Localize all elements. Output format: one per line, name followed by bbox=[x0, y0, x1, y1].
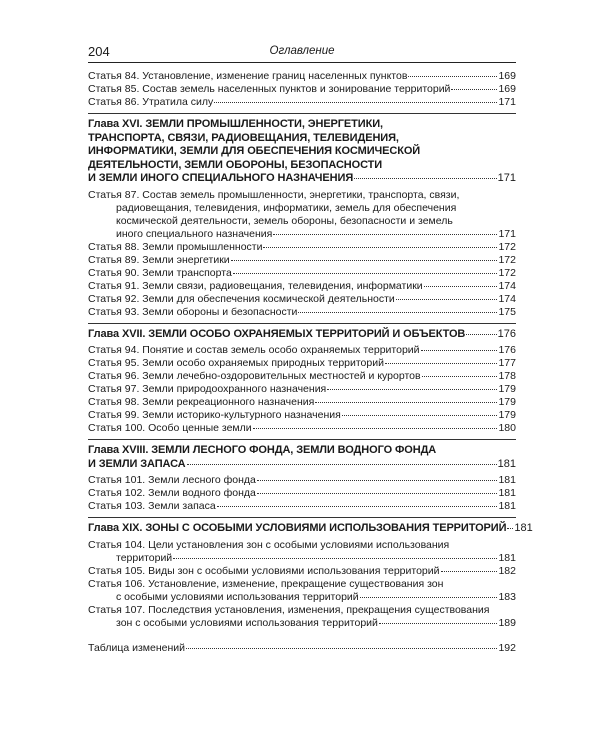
toc-article-entry[interactable] bbox=[88, 344, 516, 357]
toc-page-number: 183 bbox=[498, 590, 516, 603]
toc-article-entry[interactable] bbox=[88, 474, 516, 487]
dot-leader bbox=[327, 389, 497, 390]
toc-page-number: 172 bbox=[498, 266, 516, 279]
toc-entry-text: Глава XVII. ЗЕМЛИ ОСОБО ОХРАНЯЕМЫХ ТЕРРИТОРИЙ И ОБЪЕКТОВ bbox=[88, 327, 466, 340]
toc-entry-text: Статья 99. Земли историко-культурного назначения bbox=[88, 409, 341, 421]
toc-page-number: 172 bbox=[498, 240, 516, 253]
toc-article-entry[interactable] bbox=[88, 642, 516, 655]
dot-leader bbox=[451, 89, 497, 90]
dot-leader bbox=[315, 402, 497, 403]
toc-page-number: 180 bbox=[498, 422, 516, 434]
dot-leader bbox=[507, 528, 513, 529]
toc-page-number: 181 bbox=[497, 457, 516, 470]
toc-article-entry[interactable] bbox=[88, 70, 516, 83]
toc-article-entry[interactable] bbox=[88, 96, 516, 109]
dot-leader bbox=[298, 312, 497, 313]
toc-entry-text: Статья 91. Земли связи, радиовещания, телевидения, информатики bbox=[88, 279, 423, 292]
toc-page-number: 174 bbox=[498, 292, 516, 305]
dot-leader bbox=[214, 102, 497, 103]
toc-page-number: 181 bbox=[514, 522, 533, 534]
dot-leader bbox=[233, 273, 498, 274]
toc-page-number: 181 bbox=[498, 487, 516, 499]
dot-leader bbox=[186, 648, 497, 649]
toc-entry-text: Таблица изменений bbox=[88, 641, 185, 654]
dot-leader bbox=[422, 376, 498, 377]
toc-article-entry[interactable] bbox=[88, 241, 516, 254]
toc-entry-text: Статья 90. Земли транспорта bbox=[88, 266, 232, 279]
toc-article-entry[interactable] bbox=[88, 383, 516, 396]
toc-article-entry[interactable] bbox=[88, 83, 516, 96]
toc-page-number: 176 bbox=[498, 344, 516, 356]
toc-article-entry[interactable] bbox=[88, 189, 516, 241]
toc-article-entry[interactable] bbox=[88, 578, 516, 604]
toc-entry-text: ИНФОРМАТИКИ, ЗЕМЛИ ДЛЯ ОБЕСПЕЧЕНИЯ КОСМИЧЕСКОЙ bbox=[88, 145, 421, 157]
toc-entry-text: Статья 106. Установление, изменение, прекращение существования зон bbox=[88, 577, 444, 590]
toc-entry-text: Статья 100. Особо ценные земли bbox=[88, 422, 252, 434]
toc-entry-text: Статья 96. Земли лечебно-оздоровительных местностей и курортов bbox=[88, 370, 421, 382]
page-header bbox=[88, 42, 516, 63]
toc-entry-text: Глава XVI. ЗЕМЛИ ПРОМЫШЛЕННОСТИ, ЭНЕРГЕТИКИ, bbox=[88, 118, 383, 130]
toc-entry-text: Статья 86. Утратила силу bbox=[88, 96, 214, 108]
toc-entry-text: И ЗЕМЛИ ИНОГО СПЕЦИАЛЬНОГО НАЗНАЧЕНИЯ bbox=[88, 172, 354, 184]
table-of-contents bbox=[88, 70, 533, 655]
toc-page-number: 179 bbox=[498, 383, 516, 395]
toc-entry-text: Статья 93. Земли обороны и безопасности bbox=[88, 305, 298, 318]
toc-page-number: 179 bbox=[498, 409, 516, 421]
toc-page-number: 174 bbox=[498, 279, 516, 292]
toc-article-entry[interactable] bbox=[88, 357, 516, 370]
toc-page-number: 182 bbox=[498, 564, 516, 577]
toc-entry-text: Статья 104. Цели установления зон с особыми условиями использования bbox=[88, 538, 450, 551]
toc-entry-text: Статья 105. Виды зон с особыми условиями использования территорий bbox=[88, 564, 440, 577]
toc-article-entry[interactable] bbox=[88, 604, 516, 630]
toc-article-entry[interactable] bbox=[88, 539, 516, 565]
dot-leader bbox=[360, 597, 498, 598]
toc-page-number: 177 bbox=[498, 357, 516, 369]
toc-entry-text: Глава XVIII. ЗЕМЛИ ЛЕСНОГО ФОНДА, ЗЕМЛИ ВОДНОГО ФОНДА bbox=[88, 444, 437, 456]
toc-entry-text: с особыми условиями использования территорий bbox=[116, 590, 359, 603]
dot-leader bbox=[263, 247, 497, 248]
dot-leader bbox=[354, 178, 497, 179]
running-title: Оглавление bbox=[269, 45, 335, 57]
toc-page-number: 171 bbox=[498, 227, 516, 240]
toc-article-entry[interactable] bbox=[88, 280, 516, 293]
dot-leader bbox=[257, 480, 498, 481]
toc-chapter-entry[interactable] bbox=[88, 328, 516, 342]
dot-leader bbox=[385, 363, 498, 364]
toc-article-entry[interactable] bbox=[88, 306, 516, 319]
toc-page-number: 179 bbox=[498, 396, 516, 408]
toc-entry-text: Статья 102. Земли водного фонда bbox=[88, 487, 256, 499]
toc-entry-text: радиовещания, телевидения, информатики, земель для обеспечения bbox=[116, 201, 457, 214]
page-number: 204 bbox=[88, 44, 110, 59]
toc-entry-text: Статья 107. Последствия установления, изменения, прекращения существования bbox=[88, 603, 490, 616]
dot-leader bbox=[421, 350, 498, 351]
toc-page-number: 181 bbox=[498, 551, 516, 564]
dot-leader bbox=[342, 415, 498, 416]
toc-entry-text: ТРАНСПОРТА, СВЯЗИ, РАДИОВЕЩАНИЯ, ТЕЛЕВИДЕНИЯ, bbox=[88, 131, 399, 144]
toc-article-entry[interactable] bbox=[88, 267, 516, 280]
toc-page-number: 178 bbox=[498, 370, 516, 382]
dot-leader bbox=[424, 286, 498, 287]
dot-leader bbox=[441, 571, 498, 572]
toc-chapter-entry[interactable] bbox=[88, 444, 516, 471]
toc-page-number: 169 bbox=[498, 83, 516, 95]
toc-article-entry[interactable] bbox=[88, 254, 516, 267]
toc-entry-text: Статья 94. Понятие и состав земель особо охраняемых территорий bbox=[88, 344, 420, 356]
toc-entry-text: Статья 98. Земли рекреационного назначения bbox=[88, 396, 315, 408]
toc-page-number: 181 bbox=[498, 500, 516, 512]
dot-leader bbox=[257, 493, 498, 494]
toc-article-entry[interactable] bbox=[88, 396, 516, 409]
toc-article-entry[interactable] bbox=[88, 370, 516, 383]
toc-entry-text: космической деятельности, земель обороны, безопасности и земель bbox=[116, 214, 453, 227]
toc-entry-text: И ЗЕМЛИ ЗАПАСА bbox=[88, 457, 186, 470]
toc-entry-text: Статья 87. Состав земель промышленности, энергетики, транспорта, связи, bbox=[88, 188, 460, 201]
toc-page-number: 175 bbox=[498, 305, 516, 318]
dot-leader bbox=[187, 464, 497, 465]
toc-entry-text: ДЕЯТЕЛЬНОСТИ, ЗЕМЛИ ОБОРОНЫ, БЕЗОПАСНОСТИ bbox=[88, 158, 383, 171]
toc-entry-text: Статья 84. Установление, изменение границ населенных пунктов bbox=[88, 70, 408, 82]
toc-page-number: 169 bbox=[498, 70, 516, 82]
dot-leader bbox=[253, 428, 498, 429]
toc-page-number: 181 bbox=[498, 474, 516, 486]
dot-leader bbox=[273, 234, 497, 235]
toc-article-entry[interactable] bbox=[88, 409, 516, 422]
toc-page-number: 192 bbox=[498, 641, 516, 654]
toc-page-number: 176 bbox=[497, 327, 516, 340]
dot-leader bbox=[466, 334, 496, 335]
toc-chapter-entry[interactable] bbox=[88, 522, 533, 536]
dot-leader bbox=[408, 76, 497, 77]
dot-leader bbox=[379, 623, 498, 624]
toc-entry-text: Статья 88. Земли промышленности bbox=[88, 240, 263, 253]
dot-leader bbox=[231, 260, 498, 261]
dot-leader bbox=[173, 558, 497, 559]
toc-entry-text: Статья 101. Земли лесного фонда bbox=[88, 474, 256, 486]
toc-entry-text: Статья 103. Земли запаса bbox=[88, 500, 216, 512]
toc-entry-text: Глава XIX. ЗОНЫ С ОСОБЫМИ УСЛОВИЯМИ ИСПОЛЬЗОВАНИЯ ТЕРРИТОРИЙ bbox=[88, 522, 507, 534]
toc-article-entry[interactable] bbox=[88, 565, 516, 578]
toc-entry-text: территорий bbox=[116, 551, 173, 564]
toc-page-number: 189 bbox=[498, 616, 516, 629]
toc-page-number: 171 bbox=[497, 172, 516, 184]
toc-chapter-entry[interactable] bbox=[88, 118, 516, 186]
toc-article-entry[interactable] bbox=[88, 487, 516, 500]
toc-entry-text: иного специального назначения bbox=[116, 227, 273, 240]
toc-article-entry[interactable] bbox=[88, 293, 516, 306]
toc-entry-text: Статья 92. Земли для обеспечения космической деятельности bbox=[88, 292, 395, 305]
toc-article-entry[interactable] bbox=[88, 422, 516, 435]
toc-entry-text: Статья 89. Земли энергетики bbox=[88, 253, 230, 266]
toc-entry-text: зон с особыми условиями использования территорий bbox=[116, 616, 378, 629]
toc-page-number: 172 bbox=[498, 253, 516, 266]
toc-entry-text: Статья 97. Земли природоохранного назначения bbox=[88, 383, 327, 395]
toc-entry-text: Статья 95. Земли особо охраняемых природных территорий bbox=[88, 357, 384, 369]
dot-leader bbox=[217, 506, 498, 507]
dot-leader bbox=[396, 299, 498, 300]
toc-entry-text: Статья 85. Состав земель населенных пунктов и зонирование территорий bbox=[88, 83, 451, 95]
toc-article-entry[interactable] bbox=[88, 500, 516, 513]
toc-page-number: 171 bbox=[498, 96, 516, 108]
